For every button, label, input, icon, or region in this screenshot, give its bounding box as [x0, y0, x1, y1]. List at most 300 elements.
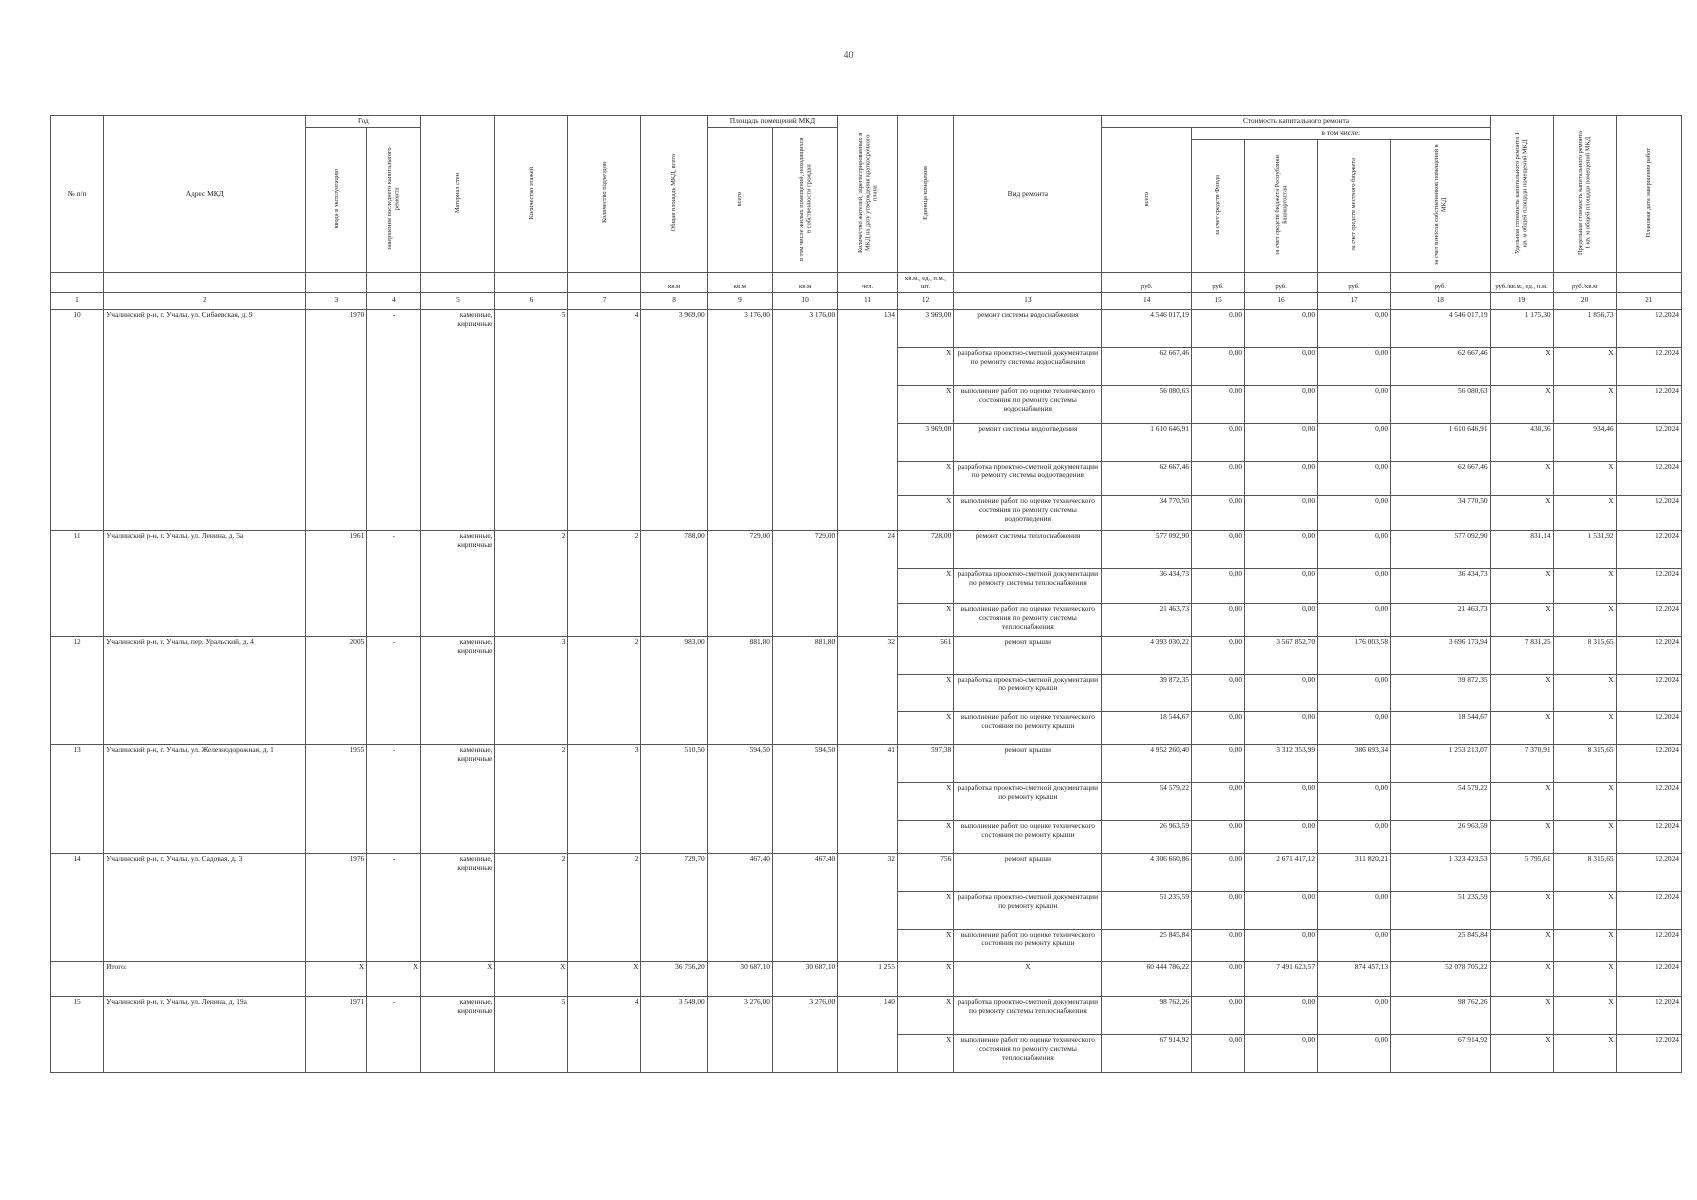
- cost-fund-cell: 0,00: [1192, 712, 1245, 745]
- cost-total-cell: 54 579,22: [1102, 783, 1192, 821]
- address-cell: Учалинский р-н, г. Учалы, ул. Сибаевская, д. 9: [104, 309, 306, 530]
- column-number: 12: [897, 292, 953, 309]
- column-number: 8: [641, 292, 707, 309]
- limit-cost-cell: X: [1553, 820, 1616, 853]
- cost-total-cell: 4 306 660,86: [1102, 853, 1192, 891]
- cost-owners-cell: 98 762,26: [1391, 997, 1491, 1035]
- unit-cost-cell: X: [1490, 496, 1553, 531]
- total-area-res: 30 687,10: [772, 962, 837, 997]
- end-date-cell: 12.2024: [1616, 569, 1681, 604]
- column-number: 1: [51, 292, 104, 309]
- header-year-commissioning-text: ввода в эксплуатацию: [332, 169, 340, 229]
- work-kind-cell: разработка проектно-сметной документации по ремонту крыши: [954, 674, 1102, 712]
- entrances-cell: 4: [568, 997, 641, 1073]
- area-residential-cell: 881,80: [772, 636, 837, 745]
- cost-rb-cell: 0,00: [1245, 385, 1318, 423]
- table-row: [51, 745, 1682, 783]
- end-date-cell: 12.2024: [1616, 531, 1681, 569]
- unit-cost-cell: 430,36: [1490, 423, 1553, 461]
- unit-cell: X: [897, 891, 953, 929]
- total-limit: X: [1553, 962, 1616, 997]
- limit-cost-cell: 8 315,65: [1553, 745, 1616, 783]
- cost-owners-cell: 26 963,59: [1391, 820, 1491, 853]
- cost-rb-cell: 0,00: [1245, 347, 1318, 385]
- unit-cell: руб.: [1245, 273, 1318, 292]
- work-kind-cell: разработка проектно-сметной документации по ремонту крыши: [954, 891, 1102, 929]
- unit-cell: [421, 273, 495, 292]
- cost-rb-cell: 3 312 353,99: [1245, 745, 1318, 783]
- cost-rb-cell: 2 671 417,12: [1245, 853, 1318, 891]
- header-unit: [897, 116, 953, 273]
- row-number: 15: [51, 997, 104, 1073]
- unit-cell: X: [897, 929, 953, 962]
- unit-cell: [954, 273, 1102, 292]
- area-residential-cell: 729,00: [772, 531, 837, 636]
- unit-cell: [495, 273, 568, 292]
- row-number: 10: [51, 309, 104, 530]
- cost-owners-cell: 3 696 173,94: [1391, 636, 1491, 674]
- total-unit: X: [897, 962, 953, 997]
- unit-cost-cell: X: [1490, 1034, 1553, 1072]
- total-year: X: [306, 962, 367, 997]
- cost-local-cell: 0,00: [1318, 783, 1391, 821]
- unit-cell: [51, 273, 104, 292]
- cost-local-cell: 0,00: [1318, 496, 1391, 531]
- cost-local-cell: 0,00: [1318, 347, 1391, 385]
- total-fund: 0,00: [1192, 962, 1245, 997]
- total-area-cell: 3 549,00: [641, 997, 707, 1073]
- total-row: [51, 962, 1682, 997]
- column-number: 15: [1192, 292, 1245, 309]
- table-row: [51, 853, 1682, 891]
- limit-cost-cell: X: [1553, 929, 1616, 962]
- cost-rb-cell: 0,00: [1245, 997, 1318, 1035]
- residents-cell: 24: [838, 531, 898, 636]
- cost-total-cell: 25 845,84: [1102, 929, 1192, 962]
- cost-total-cell: 4 952 260,40: [1102, 745, 1192, 783]
- cost-total-cell: 67 914,92: [1102, 1034, 1192, 1072]
- cost-fund-cell: 0,00: [1192, 929, 1245, 962]
- cost-owners-cell: 18 544,67: [1391, 712, 1491, 745]
- cost-total-cell: 18 544,67: [1102, 712, 1192, 745]
- year-cell: 1961: [306, 531, 367, 636]
- end-date-cell: 12.2024: [1616, 891, 1681, 929]
- cost-owners-cell: 51 235,59: [1391, 891, 1491, 929]
- total-rb: 7 491 623,57: [1245, 962, 1318, 997]
- cost-fund-cell: 0,00: [1192, 423, 1245, 461]
- end-date-cell: 12.2024: [1616, 820, 1681, 853]
- header-cost-fund: [1192, 140, 1245, 273]
- unit-cost-cell: X: [1490, 461, 1553, 496]
- column-number: 9: [707, 292, 772, 309]
- cost-owners-cell: 1 610 646,91: [1391, 423, 1491, 461]
- floors-cell: 2: [495, 853, 568, 962]
- year-cell: 1976: [306, 853, 367, 962]
- header-cost-fund-text: за счет средств Фонда: [1214, 174, 1222, 235]
- column-number: 18: [1391, 292, 1491, 309]
- cost-local-cell: 176 003,58: [1318, 636, 1391, 674]
- unit-cost-cell: X: [1490, 712, 1553, 745]
- unit-cell: руб./кв.м: [1553, 273, 1616, 292]
- unit-cost-cell: 1 175,30: [1490, 309, 1553, 347]
- unit-cost-cell: 5 795,61: [1490, 853, 1553, 891]
- cost-rb-cell: 3 567 852,70: [1245, 636, 1318, 674]
- header-total-area: [641, 116, 707, 273]
- unit-cell: X: [897, 820, 953, 853]
- header-end-date: [1616, 116, 1681, 273]
- walls-cell: каменные, кирпичные: [421, 853, 495, 962]
- cost-fund-cell: 0,00: [1192, 820, 1245, 853]
- limit-cost-cell: X: [1553, 603, 1616, 636]
- unit-cost-cell: 831,14: [1490, 531, 1553, 569]
- cost-rb-cell: 0,00: [1245, 1034, 1318, 1072]
- residents-cell: 41: [838, 745, 898, 854]
- unit-cell: руб.: [1391, 273, 1491, 292]
- work-kind-cell: разработка проектно-сметной документации по ремонту системы теплоснабжения: [954, 569, 1102, 604]
- unit-cell: 597,38: [897, 745, 953, 783]
- address-cell: Учалинский р-н, г. Учалы, ул. Ленина, д. 5а: [104, 531, 306, 636]
- header-total-area-text: Общая площадь МКД, всего: [670, 154, 678, 232]
- floors-cell: 2: [495, 745, 568, 854]
- area-residential-cell: 594,50: [772, 745, 837, 854]
- work-kind-cell: выполнение работ по оценке технического состояния по ремонту крыши: [954, 712, 1102, 745]
- cost-local-cell: 0,00: [1318, 891, 1391, 929]
- end-date-cell: 12.2024: [1616, 745, 1681, 783]
- cost-fund-cell: 0,00: [1192, 745, 1245, 783]
- cost-rb-cell: 0,00: [1245, 569, 1318, 604]
- limit-cost-cell: 8 315,65: [1553, 636, 1616, 674]
- cost-rb-cell: 0,00: [1245, 423, 1318, 461]
- unit-cost-cell: X: [1490, 674, 1553, 712]
- header-area-group: Площадь помещений МКД: [707, 116, 837, 128]
- cost-total-cell: 26 963,59: [1102, 820, 1192, 853]
- header-residents: [838, 116, 898, 273]
- last-repair-cell: -: [367, 636, 421, 745]
- cost-owners-cell: 36 434,73: [1391, 569, 1491, 604]
- unit-cost-cell: X: [1490, 347, 1553, 385]
- total-date: 12.2024: [1616, 962, 1681, 997]
- limit-cost-cell: X: [1553, 997, 1616, 1035]
- cost-total-cell: 4 393 030,22: [1102, 636, 1192, 674]
- unit-cost-cell: X: [1490, 569, 1553, 604]
- year-cell: 1971: [306, 997, 367, 1073]
- cost-local-cell: 0,00: [1318, 820, 1391, 853]
- area-all-cell: 467,40: [707, 853, 772, 962]
- unit-cell: X: [897, 496, 953, 531]
- header-cost-owners-text: за счет взносов собственников помещений в МКД: [1432, 144, 1448, 266]
- unit-cell: кв.м., ед., п.м., шт.: [897, 273, 953, 292]
- work-kind-cell: выполнение работ по оценке технического состояния по ремонту системы водоотведения: [954, 496, 1102, 531]
- header-number: № п/п: [51, 116, 104, 273]
- cost-owners-cell: 1 253 213,07: [1391, 745, 1491, 783]
- cost-owners-cell: 4 546 017,19: [1391, 309, 1491, 347]
- unit-cell: X: [897, 1034, 953, 1072]
- entrances-cell: 2: [568, 853, 641, 962]
- header-unit-text: Единица измерения: [921, 165, 929, 220]
- unit-cost-cell: X: [1490, 783, 1553, 821]
- address-cell: Учалинский р-н, г. Учалы, пер. Уральский, д. 4: [104, 636, 306, 745]
- cost-total-cell: 21 463,73: [1102, 603, 1192, 636]
- residents-cell: 134: [838, 309, 898, 530]
- cost-total-cell: 577 092,90: [1102, 531, 1192, 569]
- header-unit-cost: [1490, 116, 1553, 273]
- limit-cost-cell: X: [1553, 891, 1616, 929]
- unit-cell: 3 969,00: [897, 309, 953, 347]
- cost-rb-cell: 0,00: [1245, 496, 1318, 531]
- end-date-cell: 12.2024: [1616, 674, 1681, 712]
- unit-cell: X: [897, 385, 953, 423]
- end-date-cell: 12.2024: [1616, 496, 1681, 531]
- unit-cell: X: [897, 603, 953, 636]
- cost-fund-cell: 0,00: [1192, 461, 1245, 496]
- header-address: Адрес МКД: [104, 116, 306, 273]
- limit-cost-cell: X: [1553, 569, 1616, 604]
- cost-total-cell: 39 872,35: [1102, 674, 1192, 712]
- total-residents: 1 255: [838, 962, 898, 997]
- cost-rb-cell: 0,00: [1245, 712, 1318, 745]
- cost-fund-cell: 0,00: [1192, 636, 1245, 674]
- total-owners: 52 078 705,22: [1391, 962, 1491, 997]
- work-kind-cell: выполнение работ по оценке технического состояния по ремонту системы теплоснабжения: [954, 1034, 1102, 1072]
- total-sum: 60 444 786,22: [1102, 962, 1192, 997]
- header-residents-text: Количество жителей, зарегистрированных в МКД на дату утверждения краткосрочного плана: [856, 132, 879, 253]
- limit-cost-cell: 1 856,73: [1553, 309, 1616, 347]
- end-date-cell: 12.2024: [1616, 997, 1681, 1035]
- total-area-cell: 3 969,00: [641, 309, 707, 530]
- cost-rb-cell: 0,00: [1245, 929, 1318, 962]
- cost-local-cell: 386 693,34: [1318, 745, 1391, 783]
- unit-cell: 3 969,00: [897, 423, 953, 461]
- header-cost-rb: [1245, 140, 1318, 273]
- last-repair-cell: -: [367, 309, 421, 530]
- unit-cost-cell: X: [1490, 820, 1553, 853]
- limit-cost-cell: X: [1553, 496, 1616, 531]
- area-residential-cell: 467,40: [772, 853, 837, 962]
- total-floors: X: [495, 962, 568, 997]
- cost-fund-cell: 0,00: [1192, 531, 1245, 569]
- cost-owners-cell: 25 845,84: [1391, 929, 1491, 962]
- cost-total-cell: 62 667,46: [1102, 461, 1192, 496]
- entrances-cell: 2: [568, 636, 641, 745]
- walls-cell: каменные, кирпичные: [421, 531, 495, 636]
- unit-cell: X: [897, 674, 953, 712]
- cost-owners-cell: 39 872,35: [1391, 674, 1491, 712]
- limit-cost-cell: X: [1553, 674, 1616, 712]
- cost-total-cell: 36 434,73: [1102, 569, 1192, 604]
- total-local: 874 457,13: [1318, 962, 1391, 997]
- header-unit-cost-text: Удельная стоимость капитального ремонта 1 кв. м общей площади помещений МКД: [1514, 131, 1529, 254]
- cost-fund-cell: 0,00: [1192, 309, 1245, 347]
- walls-cell: каменные, кирпичные: [421, 309, 495, 530]
- column-number: 6: [495, 292, 568, 309]
- unit-cell: 561: [897, 636, 953, 674]
- work-kind-cell: выполнение работ по оценке технического состояния по ремонту крыши: [954, 929, 1102, 962]
- cost-rb-cell: 0,00: [1245, 783, 1318, 821]
- unit-cell: руб./кв.м., ед., п.м.: [1490, 273, 1553, 292]
- column-number: 3: [306, 292, 367, 309]
- header-limit-cost: [1553, 116, 1616, 273]
- limit-cost-cell: 934,46: [1553, 423, 1616, 461]
- cost-local-cell: 0,00: [1318, 309, 1391, 347]
- cost-owners-cell: 62 667,46: [1391, 461, 1491, 496]
- cost-owners-cell: 34 770,50: [1391, 496, 1491, 531]
- column-number: 19: [1490, 292, 1553, 309]
- header-floors-text: Количество этажей: [527, 166, 535, 219]
- end-date-cell: 12.2024: [1616, 1034, 1681, 1072]
- header-area-all-text: всего: [736, 191, 744, 206]
- limit-cost-cell: X: [1553, 347, 1616, 385]
- entrances-cell: 3: [568, 745, 641, 854]
- walls-cell: каменные, кирпичные: [421, 636, 495, 745]
- table-row: [51, 531, 1682, 569]
- cost-local-cell: 0,00: [1318, 569, 1391, 604]
- area-residential-cell: 3 176,00: [772, 309, 837, 530]
- column-number: 11: [838, 292, 898, 309]
- unit-cell: руб.: [1192, 273, 1245, 292]
- unit-cell: кв.м: [641, 273, 707, 292]
- unit-cell: X: [897, 461, 953, 496]
- cost-rb-cell: 0,00: [1245, 891, 1318, 929]
- year-cell: 1955: [306, 745, 367, 854]
- cost-local-cell: 0,00: [1318, 385, 1391, 423]
- column-number: 5: [421, 292, 495, 309]
- column-number: 10: [772, 292, 837, 309]
- end-date-cell: 12.2024: [1616, 853, 1681, 891]
- cost-local-cell: 0,00: [1318, 997, 1391, 1035]
- cost-owners-cell: 577 092,90: [1391, 531, 1491, 569]
- cost-owners-cell: 54 579,22: [1391, 783, 1491, 821]
- cost-local-cell: 0,00: [1318, 531, 1391, 569]
- row-number: 11: [51, 531, 104, 636]
- area-residential-cell: 3 276,00: [772, 997, 837, 1073]
- unit-cell: [568, 273, 641, 292]
- unit-cost-cell: X: [1490, 385, 1553, 423]
- limit-cost-cell: 8 315,65: [1553, 853, 1616, 891]
- cost-rb-cell: 0,00: [1245, 461, 1318, 496]
- cost-local-cell: 0,00: [1318, 929, 1391, 962]
- limit-cost-cell: 1 531,92: [1553, 531, 1616, 569]
- unit-cell: X: [897, 997, 953, 1035]
- total-total-area: 36 756,20: [641, 962, 707, 997]
- header-floors: [495, 116, 568, 273]
- cost-local-cell: 0,00: [1318, 712, 1391, 745]
- walls-cell: каменные, кирпичные: [421, 997, 495, 1073]
- header-incl-group: в том числе:: [1192, 128, 1491, 140]
- last-repair-cell: -: [367, 853, 421, 962]
- end-date-cell: 12.2024: [1616, 929, 1681, 962]
- row-number: 13: [51, 745, 104, 854]
- unit-cell: 756: [897, 853, 953, 891]
- column-number-row: [51, 292, 1682, 309]
- unit-cell: кв.м: [707, 273, 772, 292]
- header-area-all: [707, 128, 772, 273]
- total-walls: X: [421, 962, 495, 997]
- address-cell: Учалинский р-н, г. Учалы, ул. Садовая, д. 3: [104, 853, 306, 962]
- cost-owners-cell: 62 667,46: [1391, 347, 1491, 385]
- cost-rb-cell: 0,00: [1245, 531, 1318, 569]
- work-kind-cell: ремонт крыши: [954, 636, 1102, 674]
- end-date-cell: 12.2024: [1616, 347, 1681, 385]
- header-entrances-text: Количество подъездов: [600, 162, 608, 224]
- header-cost-owners: [1391, 140, 1491, 273]
- work-kind-cell: выполнение работ по оценке технического состояния по ремонту системы теплоснабжения: [954, 603, 1102, 636]
- unit-cell: X: [897, 783, 953, 821]
- work-kind-cell: ремонт системы водоотведения: [954, 423, 1102, 461]
- header-end-date-text: Плановая дата завершения работ: [1645, 147, 1653, 238]
- floors-cell: 5: [495, 309, 568, 530]
- cost-rb-cell: 0,00: [1245, 820, 1318, 853]
- work-kind-cell: ремонт крыши: [954, 745, 1102, 783]
- cost-total-cell: 1 610 646,91: [1102, 423, 1192, 461]
- header-cost-rb-text: за счет средств бюджета Республики Башкортостан: [1273, 154, 1289, 255]
- work-kind-cell: выполнение работ по оценке технического состояния по ремонту крыши: [954, 820, 1102, 853]
- header-area-residential: [772, 128, 837, 273]
- unit-cost-cell: X: [1490, 603, 1553, 636]
- unit-cost-cell: X: [1490, 891, 1553, 929]
- header-cost-local-text: за счет средств местного бюджета: [1350, 158, 1358, 252]
- cost-fund-cell: 0,00: [1192, 674, 1245, 712]
- cost-owners-cell: 67 914,92: [1391, 1034, 1491, 1072]
- unit-cell: X: [897, 712, 953, 745]
- total-number-cell: [51, 962, 104, 997]
- residents-cell: 32: [838, 636, 898, 745]
- total-area-all: 30 687,10: [707, 962, 772, 997]
- page-number: 40: [843, 50, 854, 61]
- header-walls-text: Материал стен: [454, 172, 462, 213]
- last-repair-cell: -: [367, 997, 421, 1073]
- header-walls: [421, 116, 495, 273]
- capital-repair-table-sheet: [50, 115, 1682, 1073]
- end-date-cell: 12.2024: [1616, 309, 1681, 347]
- capital-repair-table: [50, 115, 1682, 1073]
- unit-cost-cell: 7 370,91: [1490, 745, 1553, 783]
- unit-cell: [306, 273, 367, 292]
- header-work-kind: Вид ремонта: [954, 116, 1102, 273]
- unit-cell: X: [897, 347, 953, 385]
- work-kind-cell: ремонт системы водоснабжения: [954, 309, 1102, 347]
- end-date-cell: 12.2024: [1616, 385, 1681, 423]
- table-row: [51, 997, 1682, 1035]
- total-kind: X: [954, 962, 1102, 997]
- header-year-last-repair: [367, 128, 421, 273]
- cost-fund-cell: 0,00: [1192, 603, 1245, 636]
- end-date-cell: 12.2024: [1616, 712, 1681, 745]
- column-number: 7: [568, 292, 641, 309]
- table-row: [51, 636, 1682, 674]
- column-number: 21: [1616, 292, 1681, 309]
- total-area-cell: 729,70: [641, 853, 707, 962]
- unit-cell: 728,00: [897, 531, 953, 569]
- cost-fund-cell: 0,00: [1192, 347, 1245, 385]
- entrances-cell: 2: [568, 531, 641, 636]
- total-entrances: X: [568, 962, 641, 997]
- cost-local-cell: 0,00: [1318, 423, 1391, 461]
- unit-cell: чел.: [838, 273, 898, 292]
- cost-owners-cell: 1 323 423,53: [1391, 853, 1491, 891]
- cost-total-cell: 4 546 017,19: [1102, 309, 1192, 347]
- year-cell: 2005: [306, 636, 367, 745]
- work-kind-cell: выполнение работ по оценке технического состояния по ремонту системы водоснабжения: [954, 385, 1102, 423]
- floors-cell: 3: [495, 636, 568, 745]
- work-kind-cell: ремонт системы теплоснабжения: [954, 531, 1102, 569]
- cost-total-cell: 62 667,46: [1102, 347, 1192, 385]
- column-number: 16: [1245, 292, 1318, 309]
- unit-cell: [1616, 273, 1681, 292]
- cost-fund-cell: 0,00: [1192, 891, 1245, 929]
- header-cost-total: [1102, 128, 1192, 273]
- address-cell: Учалинский р-н, г. Учалы, ул. Железнодорожная, д. 1: [104, 745, 306, 854]
- work-kind-cell: разработка проектно-сметной документации по ремонту системы теплоснабжения: [954, 997, 1102, 1035]
